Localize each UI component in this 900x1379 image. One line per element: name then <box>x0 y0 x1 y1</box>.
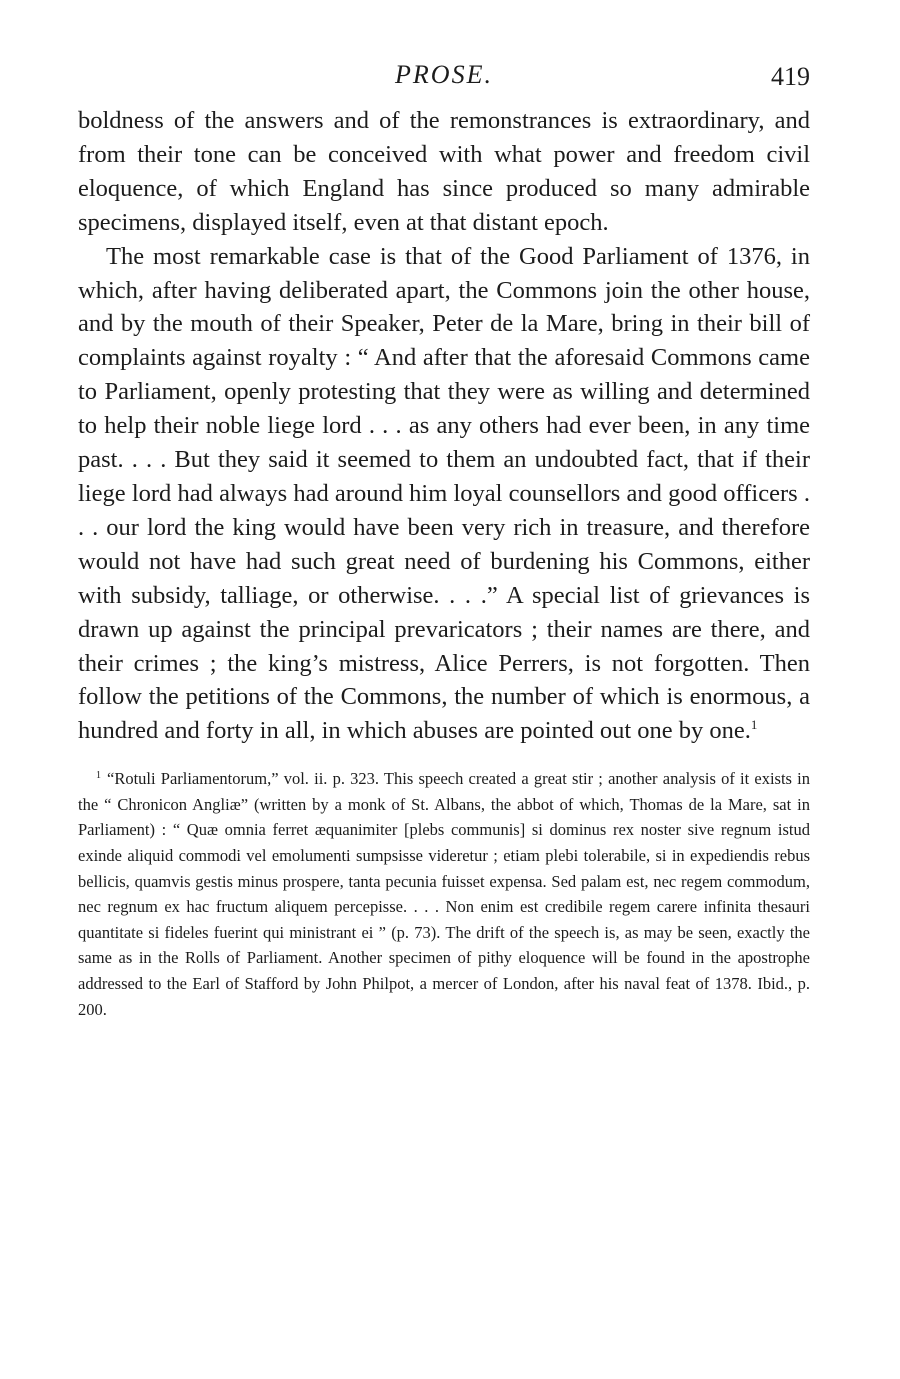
footnote-text: “Rotuli Parliamentorum,” vol. ii. p. 323. This speech created a great stir ; another analysis of it exists in the “ Chronicon Angliæ” (written by a monk of St. Albans, the abbot of which, Thomas de la Mare, sat in Parliament) : “ Quæ omnia ferret æquanimiter [plebs communis] si dominus rex noster sive regnum istud exinde aliquid commodi vel emolumenti sumpsisse videretur ; etiam plebi tolerabile, si in expediendis rebus bellicis, quamvis gestis minus prospere, tanta pecunia fuisset expensa. Sed palam est, nec regem commodum, nec regnum ex hac fructum aliquem percepisse. . . . Non enim est credibile regem carere infinita thesauri quantitate si fideles fuerint qui ministrant ei ” (p. 73). The drift of the speech is, as may be seen, exactly the same as in the Rolls of Parliament. Another specimen of pithy eloquence will be found in the apostrophe addressed to the Earl of Stafford by John Philpot, a mercer of London, after his naval feat of 1378. Ibid., p. 200. <box>78 769 810 1019</box>
footnote-1 <box>78 766 810 1022</box>
running-title: PROSE. <box>395 60 493 89</box>
page-header <box>78 60 810 104</box>
paragraph-good-parliament <box>78 240 810 749</box>
paragraph-1-text: boldness of the answers and of the remonstrances is extraordinary, and from their tone can be conceived with what power and freedom civil eloquence, of which England has since produced so many admirable specimens, displayed itself, even at that distant epoch. <box>78 107 810 236</box>
paragraph-2-text: The most remarkable case is that of the Good Parliament of 1376, in which, after having deliberated apart, the Commons join the other house, and by the mouth of their Speaker, Peter de la Mare, bring in their bill of complaints against royalty : “ And after that the aforesaid Commons came to Parliament, openly protesting that they were as willing and determined to help their noble liege lord . . . as any others had ever been, in any time past. . . . But they said it seemed to them an undoubted fact, that if their liege lord had always had around him loyal counsellors and good officers . . . our lord the king would have been very rich in treasure, and therefore would not have had such great need of burdening his Commons, either with subsidy, talliage, or otherwise. . . .” A special list of grievances is drawn up against the principal prevaricators ; their names are there, and their crimes ; the king’s mistress, Alice Perrers, is not forgotten. Then follow the petitions of the Commons, the number of which is enormous, a hundred and forty in all, in which abuses are pointed out one by one. <box>78 242 810 745</box>
paragraph-continuation <box>78 104 810 240</box>
footnote-reference: 1 <box>750 717 758 733</box>
book-page <box>78 60 810 1022</box>
body-text <box>78 104 810 748</box>
footnote-marker: 1 <box>96 769 101 781</box>
footnotes <box>78 766 810 1022</box>
page-number: 419 <box>771 62 810 91</box>
